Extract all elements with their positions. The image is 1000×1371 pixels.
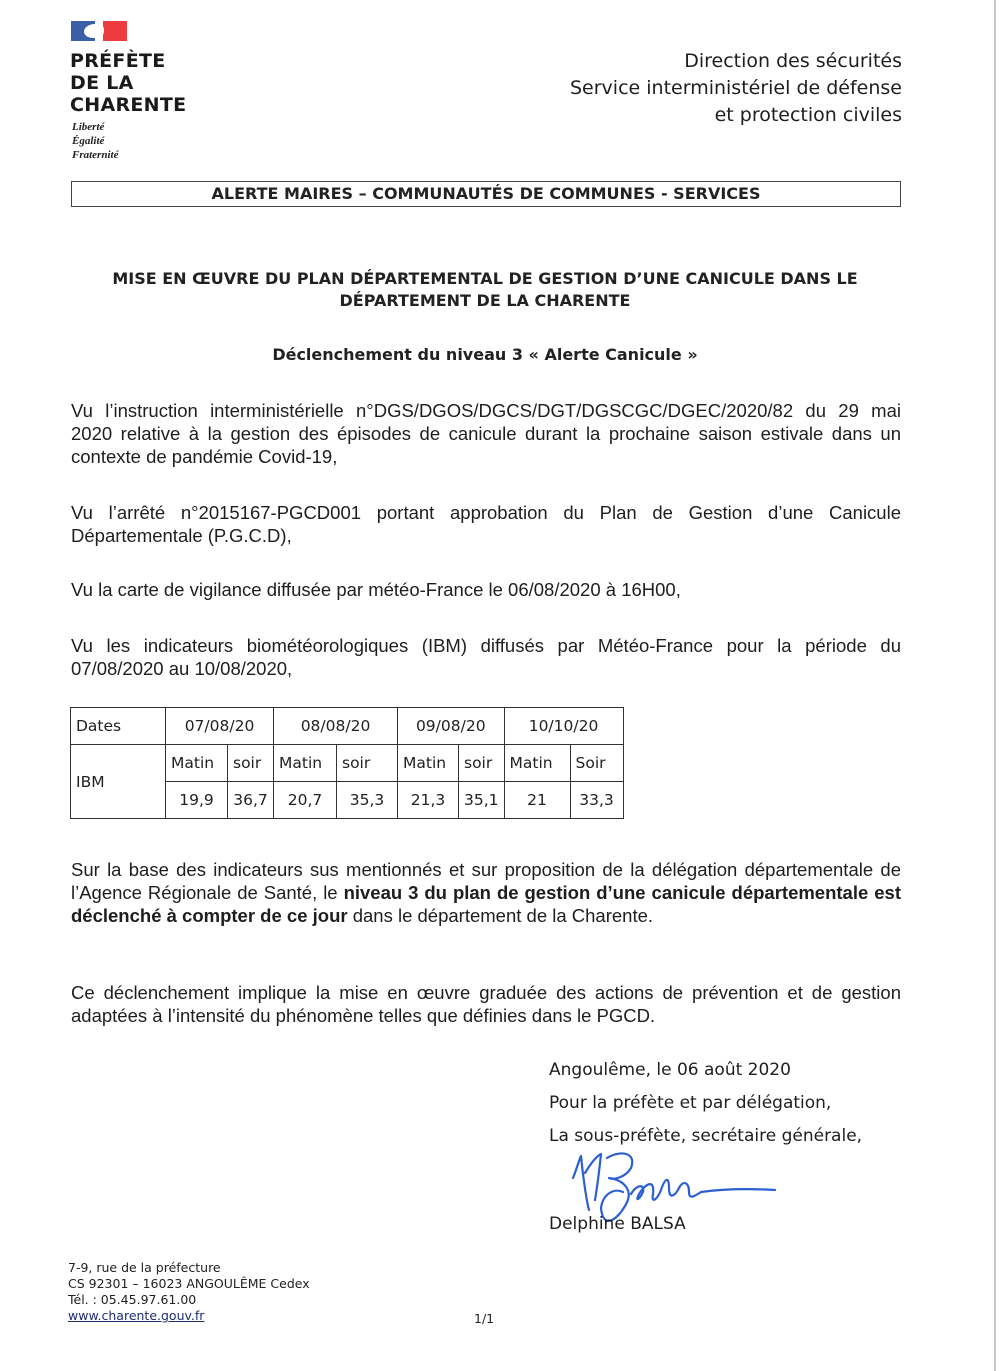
period-cell: soir — [228, 745, 274, 782]
ibm-value-cell: 21,3 — [398, 782, 459, 819]
marianne-profile-icon — [84, 24, 104, 38]
marianne-flag-logo — [71, 21, 127, 41]
prefecture-line: CHARENTE — [70, 94, 187, 116]
document-title — [70, 268, 900, 312]
address-line-1: 7-9, rue de la préfecture — [68, 1260, 221, 1275]
issuing-direction — [570, 48, 902, 129]
direction-line: et protection civiles — [714, 104, 902, 126]
paragraph-decision — [71, 858, 901, 927]
date-cell: 09/08/20 — [398, 708, 505, 745]
ibm-value-cell: 19,9 — [166, 782, 228, 819]
dates-header-cell: Dates — [71, 708, 166, 745]
website-link[interactable]: www.charente.gouv.fr — [68, 1308, 205, 1323]
date-cell: 08/08/20 — [274, 708, 398, 745]
footer-address — [68, 1260, 310, 1324]
delegation-line: Pour la préfète et par délégation, — [549, 1093, 832, 1113]
period-cell: soir — [337, 745, 398, 782]
direction-line: Direction des sécurités — [684, 50, 902, 72]
motto-line: Égalité — [72, 135, 105, 147]
ibm-value-cell: 20,7 — [274, 782, 337, 819]
period-cell: Matin — [398, 745, 459, 782]
decision-text-bold: niveau 3 du plan de gestion d’une canicule départementale est déclenché à compter de ce jour — [71, 882, 901, 926]
date-cell: 07/08/20 — [166, 708, 274, 745]
title-line-2: DÉPARTEMENT DE LA CHARENTE — [339, 291, 631, 310]
ibm-value-cell: 36,7 — [228, 782, 274, 819]
phone-number: Tél. : 05.45.97.61.00 — [68, 1292, 197, 1307]
motto-line: Liberté — [72, 121, 105, 133]
date-cell: 10/10/20 — [504, 708, 623, 745]
document-subtitle: Déclenchement du niveau 3 « Alerte Canicule » — [272, 345, 698, 364]
direction-line: Service interministériel de défense — [570, 77, 902, 99]
address-line-2: CS 92301 – 16023 ANGOULÊME Cedex — [68, 1276, 310, 1291]
paragraph-arrete: Vu l’arrêté n°2015167-PGCD001 portant approbation du Plan de Gestion d’une Canicule Départementale (P.G.C.D), — [71, 502, 901, 546]
decision-text-post: dans le département de la Charente. — [347, 905, 654, 926]
signoff-block — [549, 1054, 862, 1153]
table-row-dates — [71, 708, 624, 745]
alert-banner: ALERTE MAIRES – COMMUNAUTÉS DE COMMUNES - SERVICES — [71, 181, 901, 207]
period-cell: Soir — [570, 745, 623, 782]
scan-edge-line — [994, 0, 996, 1371]
period-cell: Matin — [166, 745, 228, 782]
ibm-value-cell: 35,1 — [459, 782, 505, 819]
prefecture-line: PRÉFÈTE — [70, 50, 166, 72]
prefecture-name — [70, 50, 270, 116]
signer-name: Delphine BALSA — [549, 1214, 686, 1234]
prefecture-line: DE LA — [70, 72, 134, 94]
place-date: Angoulême, le 06 août 2020 — [549, 1060, 791, 1080]
paragraph-implications: Ce déclenchement implique la mise en œuvre graduée des actions de prévention et de gestion adaptées à l’intensité du phénomène telles que définies dans le PGCD. — [71, 982, 901, 1026]
period-cell: Matin — [274, 745, 337, 782]
period-cell: soir — [459, 745, 505, 782]
flag-red-band — [103, 21, 127, 41]
period-cell: Matin — [504, 745, 570, 782]
ibm-value-cell: 35,3 — [337, 782, 398, 819]
page-number: 1/1 — [474, 1311, 495, 1326]
title-line-1: MISE EN ŒUVRE DU PLAN DÉPARTEMENTAL DE GESTION D’UNE CANICULE DANS LE — [112, 269, 858, 288]
paragraph-ibm: Vu les indicateurs biométéorologiques (IBM) diffusés par Météo-France pour la période du 07/08/2020 au 10/08/2020, — [71, 635, 901, 679]
ibm-value-cell: 21 — [504, 782, 570, 819]
paragraph-instruction: Vu l’instruction interministérielle n°DGS/DGOS/DGCS/DGT/DGSCGC/DGEC/2020/82 du 29 mai 2020 relative à la gestion des épisodes de canicule durant la prochaine saison estivale dans un contexte de pandémie Covid-19, — [71, 400, 901, 467]
ibm-value-cell: 33,3 — [570, 782, 623, 819]
motto-line: Fraternité — [72, 149, 119, 161]
signer-title: La sous-préfète, secrétaire générale, — [549, 1126, 863, 1146]
ibm-header-cell: IBM — [71, 745, 166, 819]
paragraph-vigilance: Vu la carte de vigilance diffusée par météo-France le 06/08/2020 à 16H00, — [71, 579, 681, 600]
decision-text-pre: Sur la base des indicateurs sus mentionnés et sur proposition de la délégation départementale de l’Agence Régionale de Santé, le — [71, 859, 901, 903]
table-row-periods — [71, 745, 624, 782]
republic-motto — [72, 120, 118, 162]
ibm-table — [70, 707, 624, 819]
